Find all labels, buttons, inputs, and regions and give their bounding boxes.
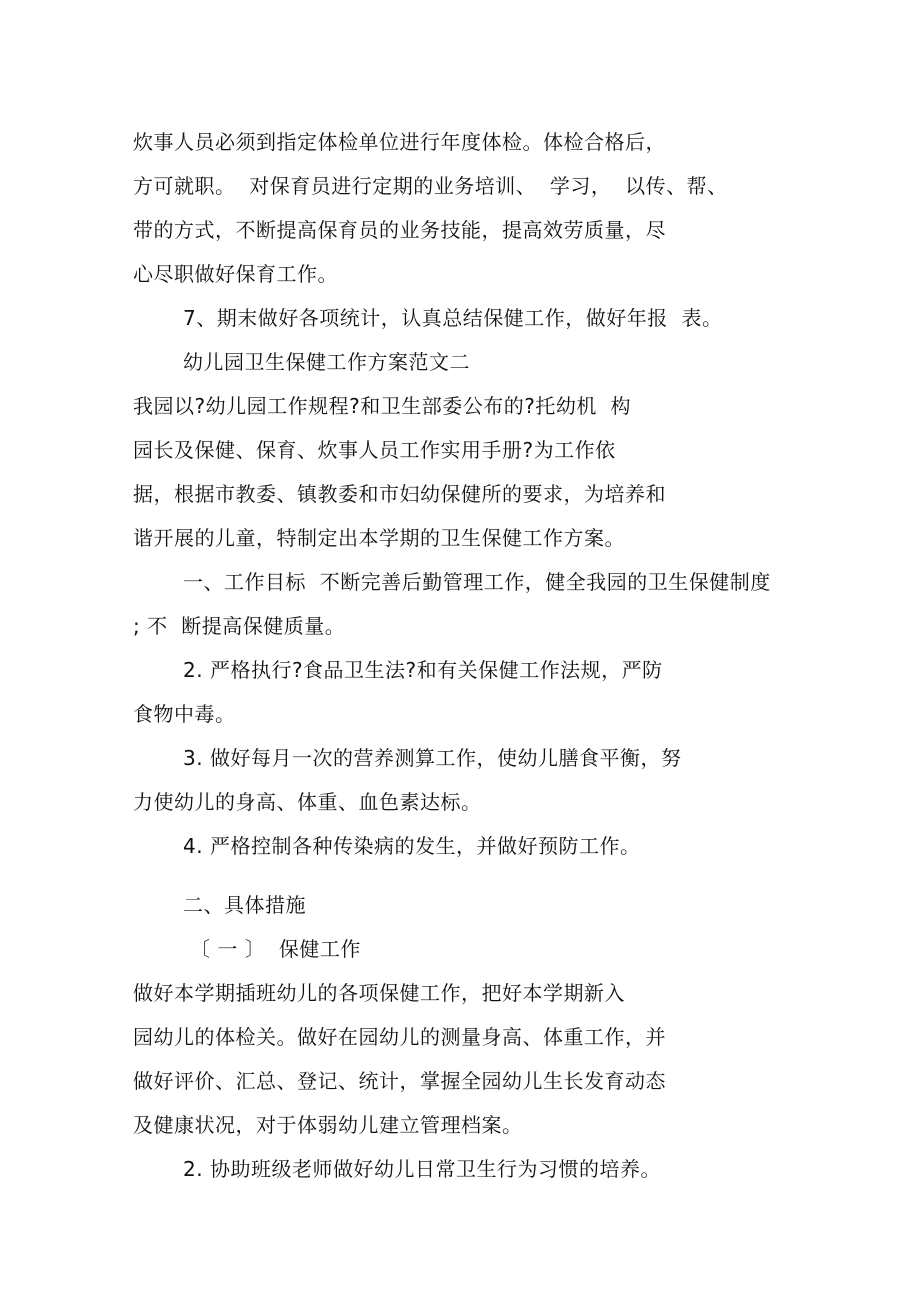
list-item-7: 7、期末做好各项统计，认真总结保健工作，做好年报 表。 — [183, 306, 723, 330]
list-item-2b: 2. 协助班级老师做好幼儿日常卫生行为习惯的培养。 — [183, 1157, 661, 1181]
paragraph-line: 力使幼儿的身高、体重、血色素达标。 — [133, 790, 482, 814]
list-item-3: 3. 做好每月一次的营养测算工作，使幼儿膳食平衡，努 — [183, 746, 682, 770]
paragraph-line: 园幼儿的体检关。做好在园幼儿的测量身高、体重工作，并 — [133, 1025, 666, 1049]
work-goal-heading: 一、工作目标 不断完善后勤管理工作，健全我园的卫生保健制度 — [183, 570, 771, 594]
paragraph-line: 园长及保健、保育、炊事人员工作实用手册?为工作依 — [133, 438, 616, 462]
paragraph-line: ; 不 断提高保健质量。 — [133, 614, 346, 638]
paragraph-line: 带的方式，不断提高保育员的业务技能，提高效劳质量，尽 — [133, 218, 666, 242]
list-item-2: 2. 严格执行?食品卫生法?和有关保健工作法规，严防 — [183, 658, 663, 682]
section-title: 幼儿园卫生保健工作方案范文二 — [183, 350, 470, 374]
paragraph-line: 方可就职。 对保育员进行定期的业务培训、 学习， 以传、帮、 — [133, 174, 728, 198]
paragraph-line: 谐开展的儿童，特制定出本学期的卫生保健工作方案。 — [133, 526, 625, 550]
paragraph-line: 做好本学期插班幼儿的各项保健工作，把好本学期新入 — [133, 981, 625, 1005]
paragraph-line: 据，根据市教委、镇教委和市妇幼保健所的要求，为培养和 — [133, 482, 666, 506]
paragraph-line: 及健康状况，对于体弱幼儿建立管理档案。 — [133, 1113, 523, 1137]
list-item-4: 4. 严格控制各种传染病的发生，并做好预防工作。 — [183, 834, 641, 858]
paragraph-line: 食物中毒。 — [133, 702, 236, 726]
paragraph-line: 我园以?幼儿园工作规程?和卫生部委公布的?托幼机 构 — [133, 394, 632, 418]
paragraph-line: 心尽职做好保育工作。 — [133, 262, 338, 286]
paragraph-line: 做好评价、汇总、登记、统计，掌握全园幼儿生长发育动态 — [133, 1069, 666, 1093]
measures-heading: 二、具体措施 — [183, 893, 306, 917]
subsection-heading: 〔 一 〕 保健工作 — [190, 937, 361, 961]
paragraph-line: 炊事人员必须到指定体检单位进行年度体检。体检合格后， — [133, 130, 666, 154]
